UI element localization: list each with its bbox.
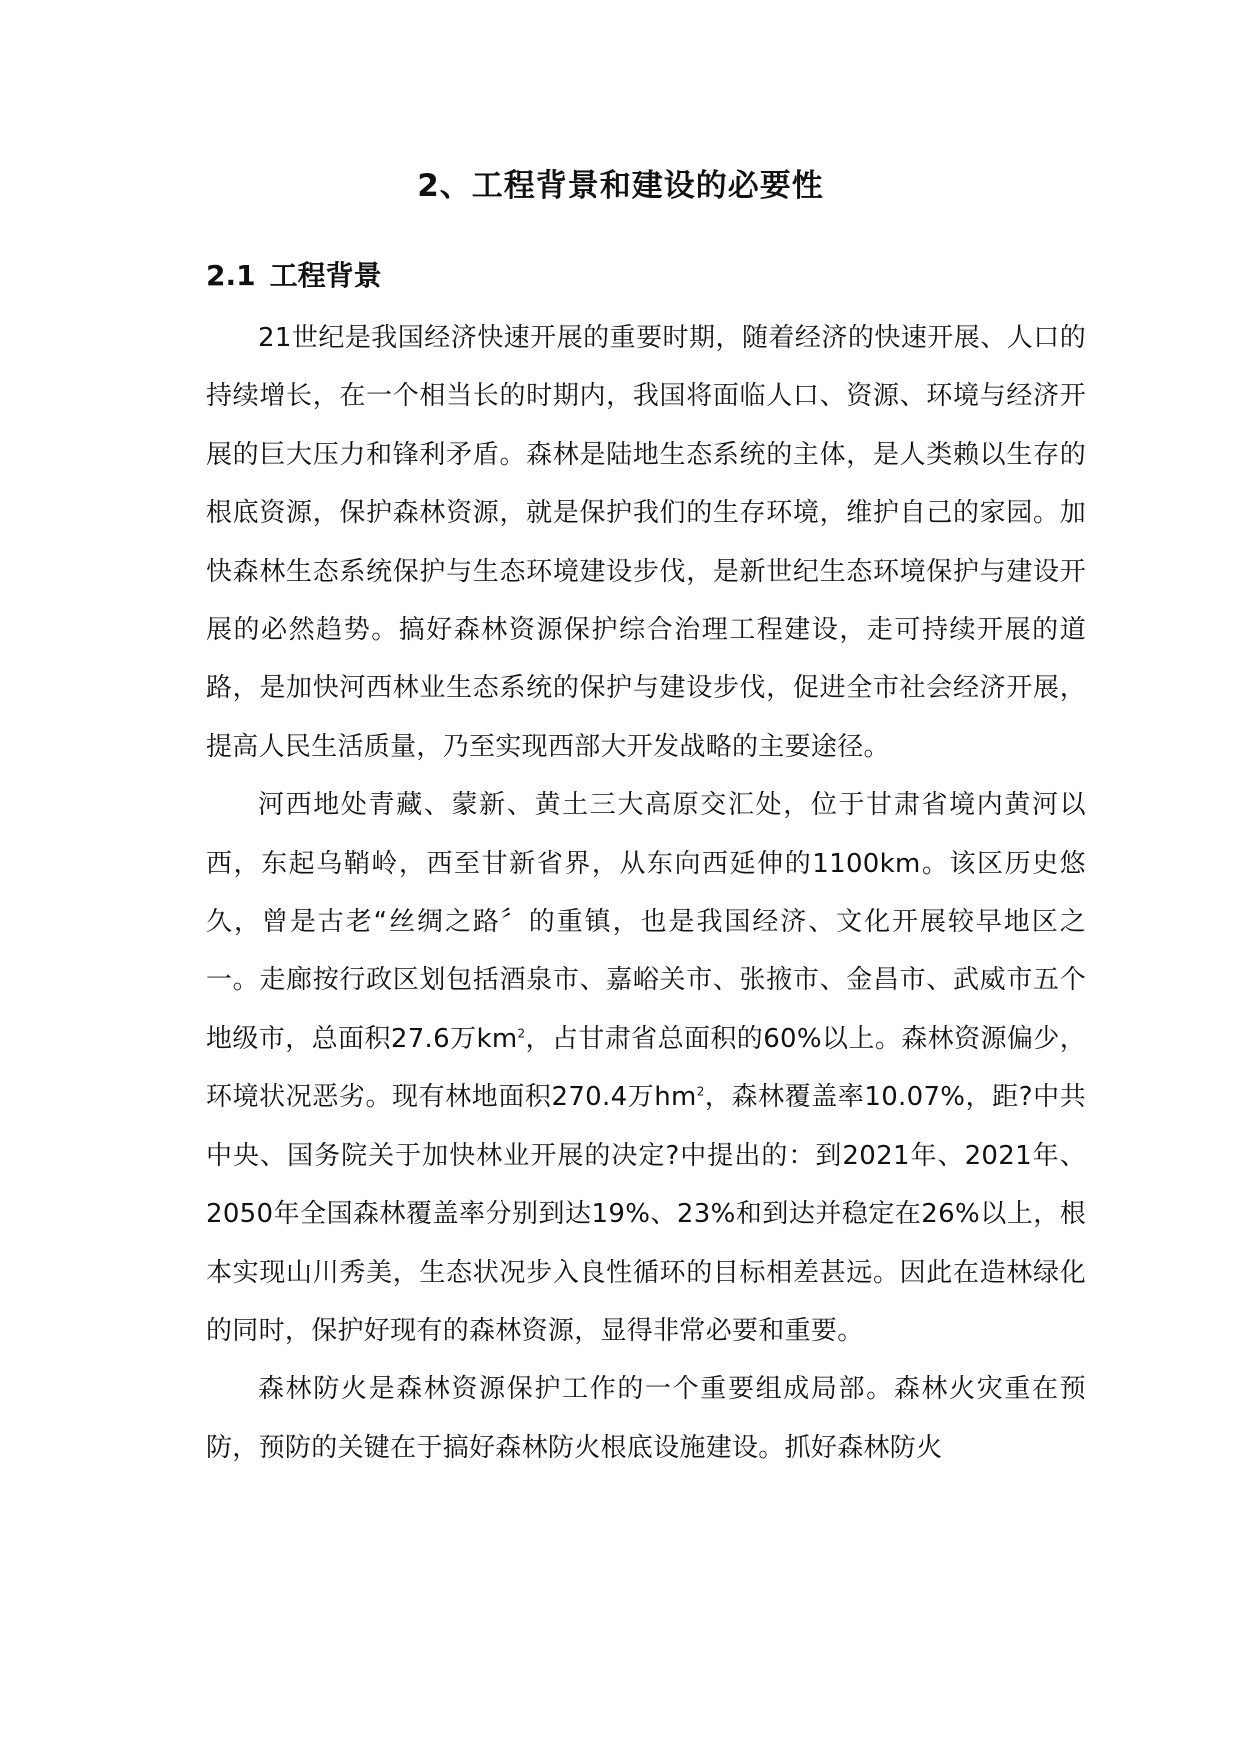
paragraph-2-part-2: ，占甘肃省总面积的60%以上。森林资源偏少，环境状况恶劣。现有林地面积270.4万hm	[206, 1023, 1086, 1113]
paragraph-2-part-3: ，森林覆盖率10.07%，距?中共中央、国务院关于加快林业开展的决定?中提出的：到2021年、2021年、2050年全国森林覆盖率分别到达19%、23%和到达并稳定在26%以上，根本实现山川秀美，生态状况步入良性循环的目标相差甚远。因此在造林绿化的同时，保护好现有的森林资源，显得非常必要和重要。	[206, 1082, 1086, 1346]
section-title-text: 工程背景	[269, 259, 382, 292]
section-number: 2.1	[206, 259, 256, 292]
paragraph-2-part-1: 河西地处青藏、蒙新、黄土三大高原交汇处，位于甘肃省境内黄河以西，东起乌鞘岭，西至甘新省界，从东向西延伸的1100km。该区历史悠久，曾是古老“丝绸之路〞的重镇，也是我国经济、文化开展较早地区之一。走廊按行政区划包括酒泉市、嘉峪关市、张掖市、金昌市、武威市五个地级市，总面积27.6万km	[206, 790, 1086, 1054]
superscript-squared: 2	[696, 1084, 705, 1099]
body-text	[206, 309, 1086, 1477]
chapter-title: 2、工程背景和建设的必要性	[417, 168, 824, 204]
section-heading	[206, 254, 382, 294]
paragraph-1: 21世纪是我国经济快速开展的重要时期，随着经济的快速开展、人口的持续增长，在一个相当长的时期内，我国将面临人口、资源、环境与经济开展的巨大压力和锋利矛盾。森林是陆地生态系统的主体，是人类赖以生存的根底资源，保护森林资源，就是保护我们的生存环境，维护自己的家园。加快森林生态系统保护与生态环境建设步伐，是新世纪生态环境保护与建设开展的必然趋势。搞好森林资源保护综合治理工程建设，走可持续开展的道路，是加快河西林业生态系统的保护与建设步伐，促进全市社会经济开展，提高人民生活质量，乃至实现西部大开发战略的主要途径。	[206, 323, 1086, 762]
superscript-squared: 2	[517, 1026, 526, 1041]
paragraph-3: 森林防火是森林资源保护工作的一个重要组成局部。森林火灾重在预防，预防的关键在于搞好森林防火根底设施建设。抓好森林防火	[206, 1374, 1086, 1463]
paragraph-2	[206, 776, 1086, 1360]
